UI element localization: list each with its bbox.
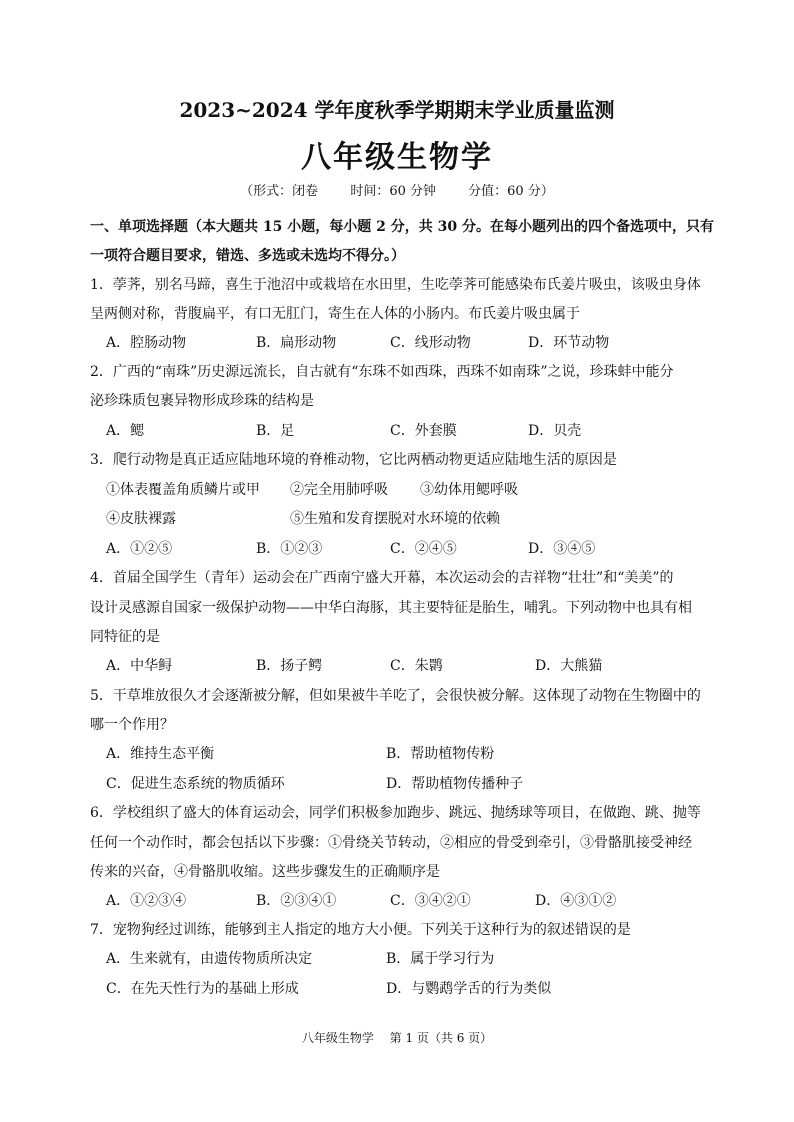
q6-option-d: D．④③①② (535, 893, 617, 909)
q4-option-c: C．朱鹮 (390, 658, 443, 674)
q3-stem-1: 3．爬行动物是真正适应陆地环境的脊椎动物，它比两栖动物更适应陆地生活的原因是 (90, 452, 617, 468)
q4-stem-1: 4．首届全国学生（青年）运动会在广西南宁盛大开幕，本次运动会的吉祥物“壮壮”和“美美”的 (90, 570, 674, 586)
q3-item-5: ⑤生殖和发育摆脱对水环境的依赖 (290, 511, 500, 527)
q1-option-a: A．腔肠动物 (106, 335, 187, 351)
q5-option-b: B．帮助植物传粉 (386, 746, 495, 762)
exam-time: 时间：60 分钟 (350, 184, 436, 199)
q2-stem-2: 泌珍珠质包裹异物形成珍珠的结构是 (90, 393, 314, 409)
q5-option-a: A．维持生态平衡 (106, 746, 215, 762)
q1-option-b: B．扁形动物 (256, 335, 337, 351)
q1-option-d: D．环节动物 (528, 335, 610, 351)
q6-option-c: C．③④②① (390, 893, 471, 909)
q5-option-c: C．促进生态系统的物质循环 (106, 776, 285, 792)
q7-option-c: C．在先天性行为的基础上形成 (106, 981, 299, 997)
q1-stem-1: 1．荸荠，别名马蹄，喜生于池沼中或栽培在水田里，生吃荸荠可能感染布氏姜片吸虫，该吸虫身体 (90, 277, 701, 293)
q6-option-a: A．①②③④ (106, 893, 187, 909)
q2-option-b: B．足 (256, 423, 295, 439)
q3-item-3: ③幼体用鳃呼吸 (420, 482, 518, 498)
section-heading: 一、单项选择题（本大题共 15 小题，每小题 2 分，共 30 分。在每小题列出的四个备选项中，只有 (90, 219, 714, 235)
q3-option-a: A．①②⑤ (106, 541, 173, 557)
q3-option-d: D．③④⑤ (528, 541, 596, 557)
subject-title: 八年级生物学 (301, 140, 493, 175)
exam-score: 分值：60 分） (468, 184, 554, 199)
q1-stem-2: 呈两侧对称，背腹扁平，有口无肛门，寄生在人体的小肠内。布氏姜片吸虫属于 (90, 306, 580, 322)
q3-option-c: C．②④⑤ (390, 541, 457, 557)
q4-stem-3: 同特征的是 (90, 629, 160, 645)
exam-title: 2023~2024 学年度秋季学期期末学业质量监测 (179, 98, 615, 122)
q3-item-4: ④皮肤裸露 (106, 511, 176, 527)
q7-stem-1: 7．宠物狗经过训练，能够到主人指定的地方大小便。下列关于这种行为的叙述错误的是 (90, 922, 631, 938)
page-footer (0, 1029, 794, 1046)
q6-stem-1: 6．学校组织了盛大的体育运动会，同学们积极参加跑步、跳远、抛绣球等项目，在做跑、跳、抛等 (90, 805, 701, 821)
q6-stem-2: 任何一个动作时，都会包括以下步骤：①骨绕关节转动，②相应的骨受到牵引，③骨骼肌接受神经 (90, 835, 692, 851)
q2-option-a: A．鳃 (106, 423, 145, 439)
q5-stem-1: 5．干草堆放很久才会逐渐被分解，但如果被牛羊吃了，会很快被分解。这体现了动物在生物圈中的 (90, 688, 701, 704)
q1-option-c: C．线形动物 (390, 335, 471, 351)
q6-option-b: B．②③④① (256, 893, 337, 909)
q6-stem-3: 传来的兴奋，④骨骼肌收缩。这些步骤发生的正确顺序是 (90, 864, 440, 880)
q4-option-b: B．扬子鳄 (256, 658, 323, 674)
q3-item-1: ①体表覆盖角质鳞片或甲 (106, 482, 260, 498)
exam-meta (0, 180, 794, 199)
q4-option-a: A．中华鲟 (106, 658, 173, 674)
q5-stem-2: 哪一个作用？ (90, 717, 174, 733)
q7-option-b: B．属于学习行为 (386, 951, 495, 967)
q3-item-2: ②完全用肺呼吸 (290, 482, 388, 498)
q5-option-d: D．帮助植物传播种子 (386, 776, 524, 792)
q4-stem-2: 设计灵感源自国家一级保护动物——中华白海豚，其主要特征是胎生，哺乳。下列动物中也具有相 (90, 600, 692, 616)
footer-subject: 八年级生物学 (301, 1031, 374, 1045)
q4-option-d: D．大熊猫 (535, 658, 603, 674)
q2-stem-1: 2．广西的“南珠”历史源远流长，自古就有“东珠不如西珠，西珠不如南珠”之说，珍珠蚌中能分 (90, 364, 674, 380)
q2-option-d: D．贝壳 (528, 423, 582, 439)
q2-option-c: C．外套膜 (390, 423, 457, 439)
q3-option-b: B．①②③ (256, 541, 323, 557)
exam-form: （形式：闭卷 (240, 184, 319, 199)
q7-option-d: D．与鹦鹉学舌的行为类似 (386, 981, 552, 997)
q7-option-a: A．生来就有，由遗传物质所决定 (106, 951, 313, 967)
section-heading-cont: 一项符合题目要求，错选、多选或未选均不得分。） (90, 248, 405, 264)
footer-page-number: 第 1 页（共 6 页） (389, 1031, 493, 1045)
